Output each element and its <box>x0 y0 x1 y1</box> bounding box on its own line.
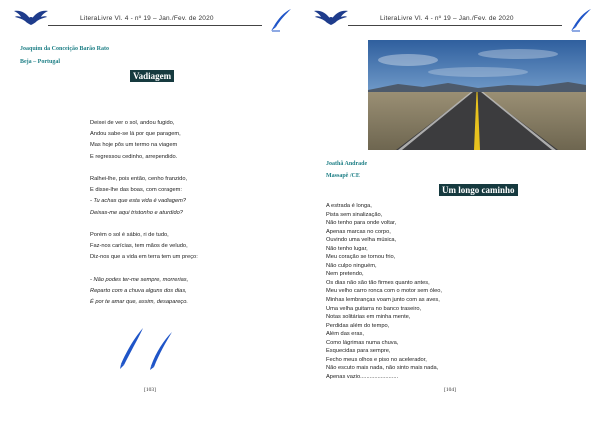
poem-line: Apenas vazio........................ <box>326 373 399 380</box>
right-page <box>300 0 600 424</box>
header-rule <box>48 25 262 26</box>
poem-line: Mas hoje pôs um termo na viagem <box>90 142 178 149</box>
poem-line: Não tenho para onde voltar, <box>326 220 397 227</box>
author-location: Massapê /CE <box>326 173 360 179</box>
poem-line: Deixas-me aqui tristonho e aturdido? <box>90 209 183 216</box>
poem-line: Os dias não são tão firmes quanto antes, <box>326 279 430 286</box>
poem-line: Meu velho carro ronca com o motor sem óleo, <box>326 288 443 295</box>
eagle-logo-icon <box>314 8 348 28</box>
page-number: [103] <box>144 387 156 393</box>
poem-text <box>90 118 198 308</box>
poem-line: Além das eras, <box>326 331 364 338</box>
header-text: LiteraLivre Vl. 4 - nº 19 – Jan./Fev. de 2020 <box>80 15 214 22</box>
page-header <box>8 8 292 30</box>
poem-line: A estrada é longa, <box>326 203 372 209</box>
poem-line: Andou sabe-se lá por que paragem, <box>90 131 181 138</box>
poem-line: Uma velha guitarra no banco traseiro, <box>326 305 422 312</box>
poem-line: Pista sem sinalização, <box>326 211 383 218</box>
quill-pen-icon <box>570 8 592 32</box>
poem-line: Como lágrimas numa chuva, <box>326 339 399 346</box>
poem-line <box>90 264 198 275</box>
author-name: Joaquim da Conceição Barão Rato <box>20 46 109 52</box>
poem-line: Apenas marcas no corpo, <box>326 228 391 235</box>
poem-line: Nem pretendo, <box>326 271 364 278</box>
poem-line <box>90 219 198 230</box>
author-name: Joathã Andrade <box>326 161 368 167</box>
author-location: Beja – Portugal <box>20 59 60 65</box>
poem-line: Perdidas além do tempo, <box>326 322 390 329</box>
poem-line: E regressou cedinho, arrependido. <box>90 153 178 160</box>
poem-line: Reparto com a chuva alguns dos dias, <box>90 288 187 294</box>
poem-line: Deixei de ver o sol, andou fugido, <box>90 120 175 126</box>
poem-line: Ralhei-lhe, pois então, cenho franzido, <box>90 176 188 182</box>
poem-text <box>326 202 442 381</box>
poem-line: Diz-nos que a vida em terra tem um preço: <box>90 254 198 261</box>
poem-title: Vadiagem <box>130 70 174 82</box>
poem-line: - Não podes ter-me sempre, morrerias, <box>90 276 189 283</box>
page-header <box>308 8 592 30</box>
poem-line: Ouvindo uma velha música, <box>326 237 397 244</box>
eagle-logo-icon <box>14 8 48 28</box>
poem-line: Minhas lembranças voam junto com as aves, <box>326 297 440 304</box>
poem-line: Meu coração se tornou frio, <box>326 254 396 261</box>
road-photo <box>368 40 586 150</box>
page-number: [104] <box>444 387 456 393</box>
poem-line: E disse-lhe das boas, com coragem: <box>90 187 182 194</box>
poem-line: - Tu achas que esta vida é vadiagem? <box>90 198 187 205</box>
poem-title: Um longo caminho <box>439 184 518 196</box>
poem-line: Faz-nos carícias, tem mãos de veludo, <box>90 243 188 250</box>
decorative-quills-icon <box>118 326 176 370</box>
header-text: LiteraLivre Vl. 4 - nº 19 – Jan./Fev. de 2020 <box>380 15 514 22</box>
poem-line: Porém o sol é sábio, ri de tudo, <box>90 232 169 238</box>
poem-line <box>90 163 198 174</box>
header-rule <box>348 25 562 26</box>
poem-line: Esquecidas para sempre, <box>326 348 391 355</box>
poem-line: Não tenho lugar, <box>326 245 368 252</box>
poem-line: É por te amar que, assim, desapareço. <box>90 299 189 306</box>
quill-pen-icon <box>270 8 292 32</box>
poem-line: Não culpo ninguém, <box>326 262 377 269</box>
poem-line: Não escuto mais nada, não sinto mais nada, <box>326 365 439 372</box>
poem-line: Notas solitárias em minha mente, <box>326 314 411 321</box>
poem-line: Fecho meus olhos e piso no acelerador, <box>326 356 427 363</box>
